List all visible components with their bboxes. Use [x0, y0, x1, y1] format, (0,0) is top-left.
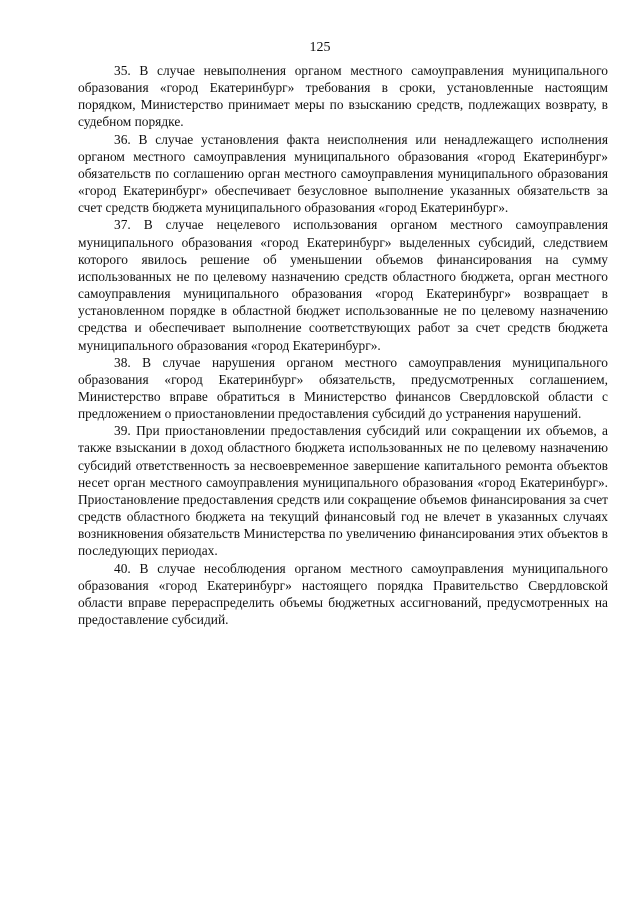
paragraph-39: 39. При приостановлении предоставления субсидий или сокращении их объемов, а также взыскании в доход областного бюджета использованных не по целевому назначению субсидий ответственность за несвоевременное завершение капитального ремонта объектов несет орган местного самоуправления муниципального образования «город Екатеринбург». Приостановление предоставления средств или сокращение объемов финансирования за счет средств областного бюджета на текущий финансовый год не влечет в указанных случаях возникновения обязательств Министерства по увеличению финансирования этих объектов в последующих периодах.: [78, 423, 608, 559]
paragraph-38: 38. В случае нарушения органом местного самоуправления муниципального образования «город Екатеринбург» обязательств, предусмотренных соглашением, Министерство вправе обратиться в Министерство финансов Свердловской области с предложением о приостановлении предоставления субсидий до устранения нарушений.: [78, 354, 608, 422]
paragraph-35: 35. В случае невыполнения органом местного самоуправления муниципального образования «город Екатеринбург» требования в сроки, установленные настоящим порядком, Министерство принимает меры по взысканию средств, подлежащих возврату, в судебном порядке.: [78, 63, 608, 130]
document-body: [78, 62, 608, 628]
paragraph-40: 40. В случае несоблюдения органом местного самоуправления муниципального образования «город Екатеринбург» настоящего порядка Правительство Свердловской области вправе перераспределить объемы бюджетных ассигнований, предусмотренных на предоставление субсидий.: [78, 560, 608, 627]
page-number: 125: [309, 40, 331, 55]
paragraph-36: 36. В случае установления факта неисполнения или ненадлежащего исполнения органом местного самоуправления муниципального образования «город Екатеринбург» обязательств по соглашению орган местного самоуправления муниципального образования «город Екатеринбург» обеспечивает безусловное выполнение указанных обязательств за счет средств бюджета муниципального образования «город Екатеринбург».: [78, 131, 608, 216]
paragraph-37: 37. В случае нецелевого использования органом местного самоуправления муниципального образования «город Екатеринбург» выделенных субсидий, следствием которого явилось решение об уменьшении объемов финансирования на сумму использованных не по целевому назначению средств областного бюджета, орган местного самоуправления муниципального образования «город Екатеринбург» возвращает в установленном порядке в областной бюджет использованные не по целевому назначению средства и обеспечивает выполнение соответствующих работ за счет средств бюджета муниципального образования «город Екатеринбург».: [78, 217, 608, 353]
